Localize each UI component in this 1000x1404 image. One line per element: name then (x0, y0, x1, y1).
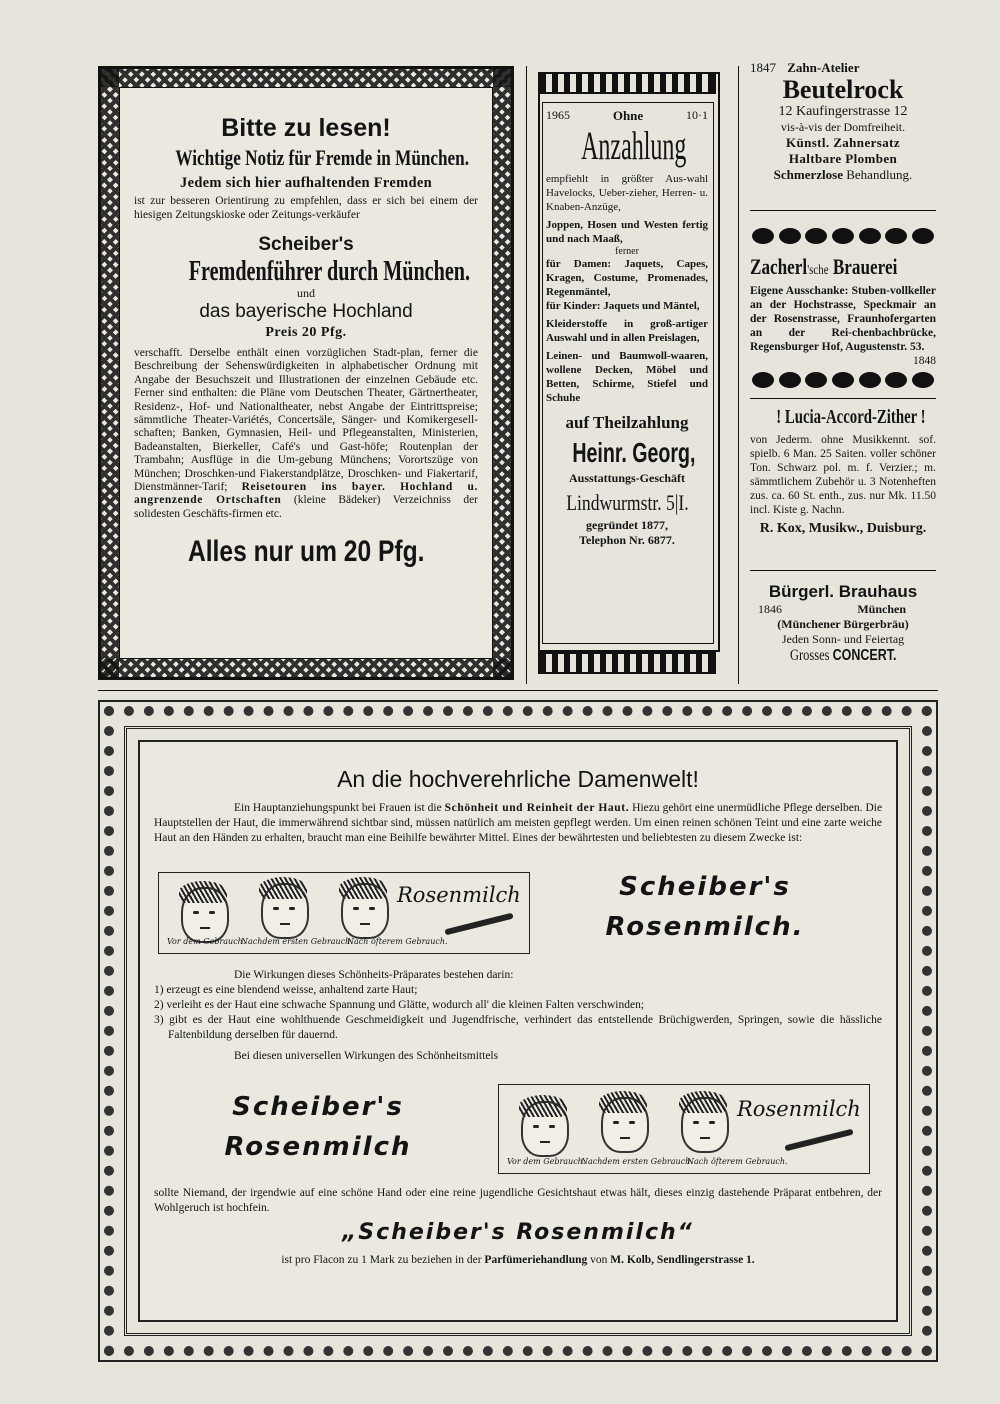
zacherl-title-b: 'sche (807, 263, 829, 278)
dentist-line3b: Behandlung. (846, 167, 913, 182)
ad2-ohne: Ohne (612, 108, 644, 123)
face-first-use-icon (261, 883, 309, 939)
ad2-line5: Kleiderstoffe in groß-artiger Auswahl und in allen Preislagen, (546, 318, 708, 344)
rosen-cap1-b: Vor dem Gebrauch. (507, 1157, 586, 1166)
rosen-effect-3: 3) gibt es der Haut eine wohlthuende Geschmeidigkeit und Jugendfrische, verhindert das entstellende Brüchigwerden, Springen, sowie die hässliche Faltenbildung derselben für dauernd. (154, 1014, 882, 1041)
rosen-p1a: Ein Hauptanziehungspunkt bei Frauen ist die (234, 802, 442, 814)
ad1-intro-bold: Jedem sich hier aufhaltenden Fremden (180, 175, 432, 191)
ad1-intro: ist zur besseren Orientirung zu empfehlen, dass er sich bei einem der hiesigen Zeitungskioske oder Zeitungs-verkäufer (134, 195, 478, 221)
rosen-cap1-a: Vor dem Gebrauch. (167, 937, 246, 946)
rosen-effect-2: 2) verleiht es der Haut eine schwache Spannung und Glätte, wodurch all' die kleinen Falten verschwinden; (154, 999, 645, 1011)
ad2-address: Lindwurmstr. 5|I. (565, 490, 689, 515)
checkered-border-left (101, 69, 119, 677)
ad1-body-end: (kleine Bädeker) Verzeichniss der solidesten Geschäfts-firmen etc. (134, 494, 479, 520)
zacherl-text: Eigene Ausschanke: Stuben-vollkeller an der Hochstrasse, Speckmair an der Rosenstrasse, Fraunhofergarten an der Rei-chenbachbrücke, Regensburger Hof, Augustenstr. 53. (750, 285, 936, 353)
ad2-headline: Anzahlung (581, 123, 687, 168)
dentist-opposite: vis-à-vis der Domfreiheit. (780, 120, 906, 134)
buerger-line1: Jeden Sonn- und Feiertag (781, 632, 905, 646)
dentist-address: 12 Kaufingerstrasse 12 (778, 104, 908, 119)
flask-icon-2 (784, 1129, 853, 1152)
ad2-number: 1965 (546, 108, 570, 122)
buerger-title: Bürgerl. Brauhaus (768, 582, 918, 601)
buerger-sub: (Münchener Bürgerbräu) (777, 617, 909, 631)
ornament-bottom (538, 652, 716, 674)
ad2-line2: Joppen, Hosen und Westen fertig und nach Maaß, (546, 219, 708, 245)
ad1-subtitle: Wichtige Notiz für Fremde in München. (175, 145, 470, 170)
rosen-sale-c: von (590, 1254, 608, 1266)
ad1-guide-title: Fremdenführer durch München. (188, 256, 471, 287)
ad1-und: und (297, 286, 315, 300)
rosen-brand2-a: Rosenmilch. (605, 912, 805, 942)
zither-title: ! Lucia-Accord-Zither ! (776, 406, 926, 428)
rosen-brand1-a: Scheiber's (619, 872, 791, 902)
rosen-img-label-2: Rosenmilch (737, 1097, 861, 1121)
rosen-final-brand: „Scheiber's Rosenmilch“ (342, 1220, 694, 1245)
buerger-line2a: Grosses (789, 647, 830, 664)
buerger-number: 1846 (758, 602, 782, 616)
ad2-line1: empfiehlt in größter Aus-wahl Havelocks, Ueber-zieher, Herren- u. Knaben-Anzüge, (546, 173, 708, 213)
column-rule-2 (738, 66, 739, 684)
dentist-number: 1847 (750, 60, 776, 75)
ornament-chain-2 (752, 368, 934, 392)
checkered-border-right (493, 69, 511, 677)
rosen-sale-a: ist pro Flacon zu 1 Mark zu beziehen in der (281, 1254, 482, 1266)
buerger-city: München (857, 602, 906, 616)
ad2-ferner: ferner (615, 246, 639, 257)
rosenmilch-illustration-2 (498, 1084, 870, 1174)
rosen-effect-1: 1) erzeugt es eine blendend weisse, anhaltend zarte Haut; (154, 984, 418, 996)
rosen-closing: sollte Niemand, der irgendwie auf eine schöne Hand oder eine reine jugendliche Gesichtshaut etwas hält, dieses einzig dastehende Präparat entbehren, der Wohlgeruch ist hochfein. (154, 1187, 882, 1214)
zither-seller: R. Kox, Musikw., Duisburg. (759, 521, 927, 536)
face-before-icon (181, 887, 229, 943)
ornament-chain-1 (752, 224, 934, 248)
ad-zacherl (750, 254, 936, 368)
ad2-line4: für Kinder: Jaquets und Mäntel, (546, 300, 700, 312)
rosen-effects-intro: Die Wirkungen dieses Schönheits-Präparates bestehen darin: (234, 969, 514, 981)
rosen-brand1-b: Scheiber's (232, 1092, 404, 1122)
face-first-use-icon-2 (601, 1097, 649, 1153)
ad2-founded: gegründet 1877, (586, 518, 668, 532)
ad2-code: 10·1 (686, 108, 708, 122)
flask-icon (444, 913, 513, 936)
face-after-icon-2 (681, 1097, 729, 1153)
rosen-img-label-1: Rosenmilch (397, 883, 521, 907)
horizontal-rule (98, 690, 938, 691)
zither-rule (750, 570, 936, 571)
rosen-headline: An die hochverehrliche Damenwelt! (337, 766, 699, 792)
ad1-title: Bitte zu lesen! (221, 114, 391, 142)
ad-rosenmilch (98, 700, 938, 1362)
rosen-universal: Bei diesen universellen Wirkungen des Schönheitsmittels (234, 1050, 499, 1062)
face-after-icon (341, 883, 389, 939)
ad-fremdenfuehrer (98, 66, 514, 680)
ad1-region: das bayerische Hochland (199, 301, 413, 322)
ad-anzahlung (538, 72, 716, 684)
rosen-brand2-b: Rosenmilch (224, 1132, 412, 1162)
ad1-body-bold: Reisetouren ins bayer. Hochland u. angrenzende Ortschaften (134, 481, 478, 507)
ad2-phone: Telephon Nr. 6877. (579, 533, 675, 547)
ad-dentist (750, 60, 936, 183)
ad-zither (750, 406, 936, 537)
dentist-line2: Haltbare Plomben (788, 151, 898, 166)
ad2-line6: Leinen- und Baumwoll-waaren, wollene Decken, Möbel und Betten, Schirme, Stiefel und Schuhe (546, 350, 708, 404)
ad2-shop: Ausstattungs-Geschäft (568, 471, 685, 485)
zacherl-number: 1848 (913, 355, 936, 367)
ad-buergerbraeu (750, 582, 936, 665)
rosen-cap2-a: Nachdem ersten Gebrauch. (241, 937, 353, 946)
ad1-body: verschafft. Derselbe enthält einen vorzüglichen Stadt-plan, ferner die Beschreibung der Sehenswürdigkeiten in alphabetischer Ordnung mit Angabe der Besuchszeit und Illustrationen der einzelnen Gebäude etc. Ferner sind enthalten: die Pläne vom Deutschen Theater, Gärtnertheater, Residenz-, Hof- und Nationaltheater, nebst Angabe der Eintrittspreise; sämmtliche Theater-Variétés, Concertsäle, Sänger- und Komikergesell-schaften; Banken, Gymnasien, Heil- und Pflegeanstalten, Ministerien, Badeanstalten, Bierkeller, Café's und Gast-höfe; Routenplan der Trambahn; Ausflüge in die Um-gebung Münchens; Vorortszüge von München; Droschken-und Fiakerstandplätze, Droschken- und Fiakertarif, Dienstmänner-Tarif; (134, 347, 478, 494)
rosen-p1c: Hiezu gehört eine unermüdliche Pflege derselben. Die Hauptstellen der Haut, die immerwährend sichtbar sind, müssen natürlich am meisten gepflegt werden. Um einen reinen schönen Teint und eine zarte weiche Haut an den Händen zu erhalten, braucht man eine Beihilfe bewährter Mittel. Eines der bewährtesten und beliebtesten zu diesem Zwecke ist: (154, 802, 883, 844)
zacherl-rule (750, 398, 936, 399)
zither-text: von Jederm. ohne Musikkennt. sof. spielb. 6 Man. 25 Saiten. voller schöner Ton. Schwarz pol. m. f. Verzier.; m. sämmtlichem Zubehör u. 3 Notenheften zus. ca. 60 St. enth., zus. nur Mk. 11.50 incl. Kiste g. Nachn. (750, 434, 936, 516)
checkered-border-bottom (101, 659, 511, 677)
ad2-merchant: Heinr. Georg, (572, 437, 696, 468)
rosen-sale-b: Parfümeriehandlung (484, 1254, 588, 1266)
rosen-cap3-a: Nach öfterem Gebrauch. (347, 937, 448, 946)
zacherl-title-a: Zacherl (750, 254, 808, 279)
dentist-line1: Künstl. Zahnersatz (785, 135, 901, 150)
ad1-brand: Scheiber's (258, 234, 354, 255)
ad2-line3: für Damen: Jaquets, Capes, Kragen, Costume, Promenades, Regenmäntel, (546, 258, 708, 298)
rosenmilch-illustration-1 (158, 872, 530, 954)
dentist-rule (750, 210, 936, 211)
face-before-icon-2 (521, 1101, 569, 1157)
rosen-sale-d: M. Kolb, Sendlingerstrasse 1. (610, 1254, 755, 1266)
rosen-p1b: Schönheit und Reinheit der Haut. (444, 802, 630, 814)
column-rule-1 (526, 66, 527, 684)
ad1-price: Preis 20 Pfg. (265, 325, 347, 340)
dentist-line3a: Schmerzlose (773, 167, 843, 182)
dentist-label: Zahn-Atelier (787, 60, 860, 75)
ad1-footer: Alles nur um 20 Pfg. (187, 535, 425, 569)
rosen-cap3-b: Nach öfterem Gebrauch. (687, 1157, 788, 1166)
buerger-line2b: CONCERT. (832, 647, 897, 664)
rosen-cap2-b: Nachdem ersten Gebrauch. (581, 1157, 693, 1166)
zacherl-title-c: Brauerei (832, 254, 898, 279)
ad2-theilzahlung: auf Theilzahlung (565, 413, 689, 432)
checkered-border-top (101, 69, 511, 87)
dentist-name: Beutelrock (782, 75, 904, 104)
